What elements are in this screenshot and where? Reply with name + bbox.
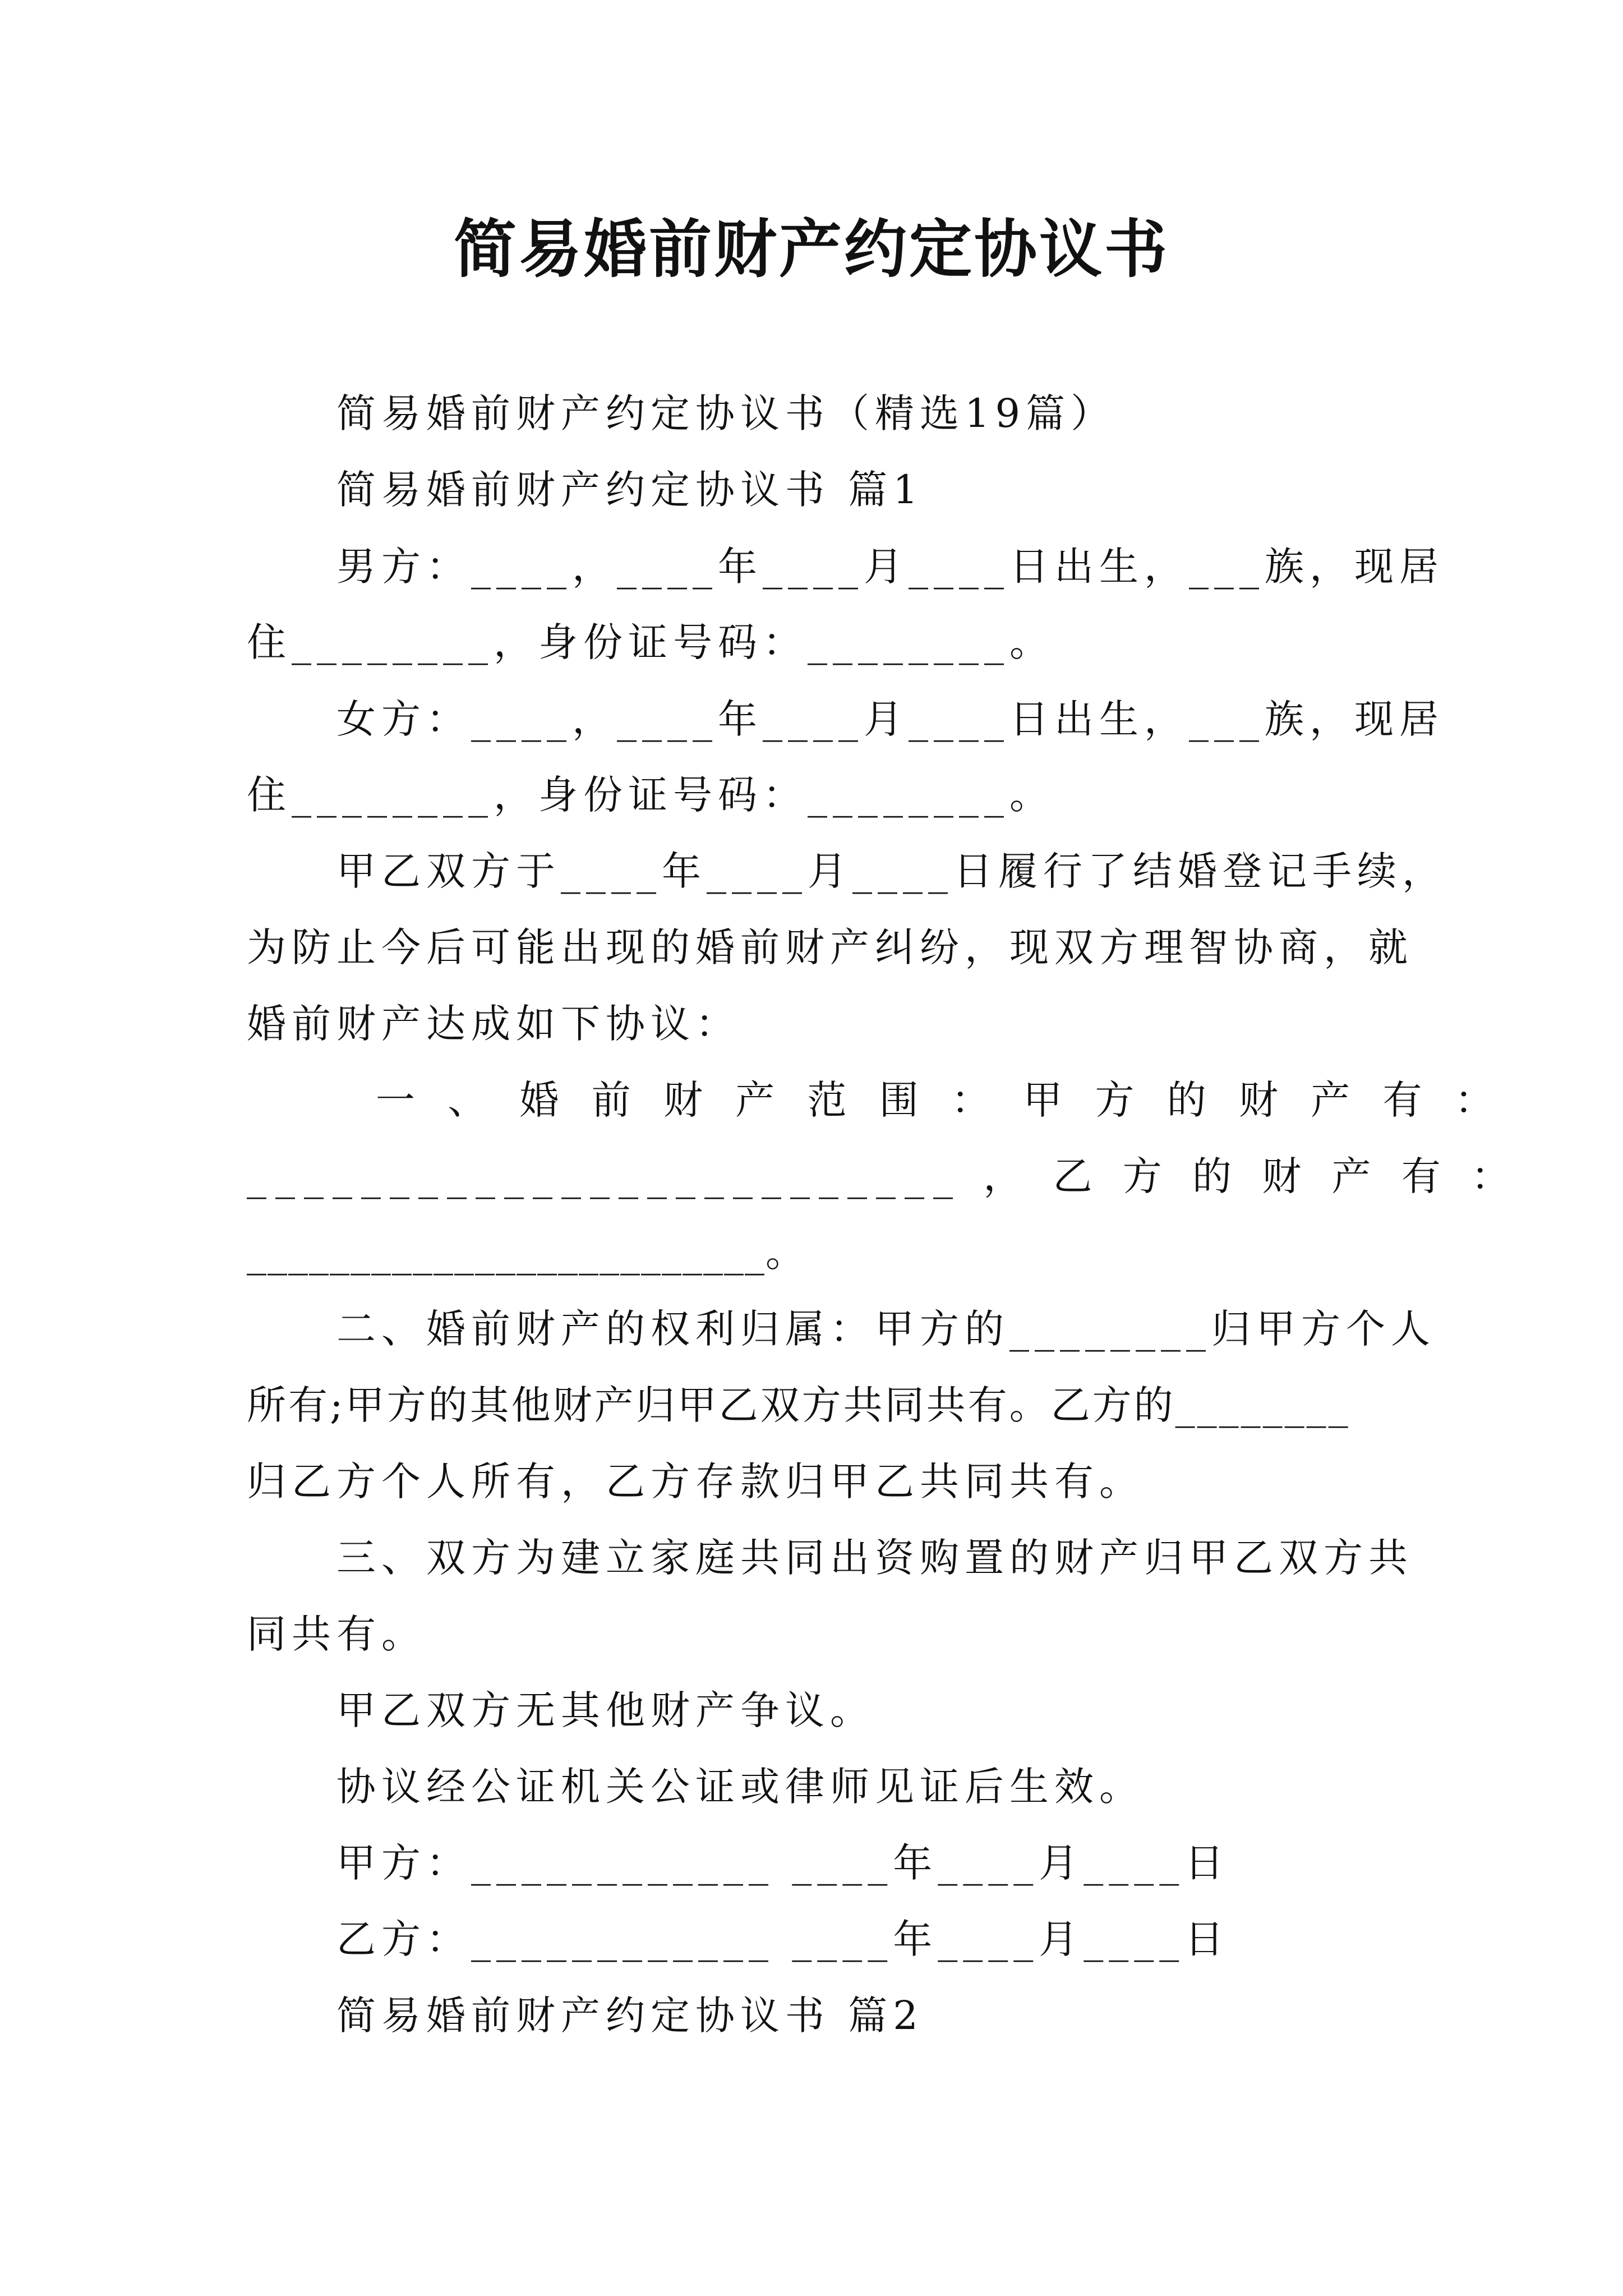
female-party-line-2: 住________，身份证号码：________。 bbox=[247, 772, 1054, 818]
clause-3-line-1: 三、双方为建立家庭共同出资购置的财产归甲乙双方共 bbox=[336, 1535, 1413, 1581]
document-title: 简易婚前财产约定协议书 bbox=[454, 213, 1169, 286]
party-b-signature-line: 乙方：____________ ____年____月____日 bbox=[336, 1916, 1230, 1962]
effective-line: 协议经公证机关公证或律师见证后生效。 bbox=[336, 1764, 1144, 1810]
subtitle-line: 简易婚前财产约定协议书（精选19篇） bbox=[336, 390, 1116, 436]
no-dispute-line: 甲乙双方无其他财产争议。 bbox=[336, 1687, 875, 1733]
section-heading-1: 简易婚前财产约定协议书 篇1 bbox=[336, 467, 924, 513]
preamble-line-3: 婚前财产达成如下协议： bbox=[247, 1001, 740, 1047]
section-heading-2: 简易婚前财产约定协议书 篇2 bbox=[336, 1993, 924, 2039]
clause-2-line-1: 二、婚前财产的权利归属：甲方的________归甲方个人 bbox=[336, 1306, 1436, 1352]
party-a-signature-line: 甲方：____________ ____年____月____日 bbox=[336, 1840, 1230, 1886]
female-party-line-1: 女方：____，____年____月____日出生，___族，现居 bbox=[336, 696, 1444, 742]
male-party-line-2: 住________，身份证号码：________。 bbox=[247, 619, 1054, 665]
clause-1-line-3: _________________________。 bbox=[247, 1230, 806, 1276]
preamble-line-1: 甲乙双方于____年____月____日履行了结婚登记手续， bbox=[336, 848, 1447, 894]
clause-3-line-2: 同共有。 bbox=[247, 1611, 426, 1657]
clause-1-line-2: _________________________ ， 乙 方 的 财 产 有 ： bbox=[247, 1153, 1520, 1199]
clause-2-line-3: 归乙方个人所有，乙方存款归甲乙共同共有。 bbox=[247, 1458, 1144, 1504]
preamble-line-2: 为防止今后可能出现的婚前财产纠纷，现双方理智协商，就 bbox=[247, 924, 1413, 970]
clause-1-line-1: 一 、 婚 前 财 产 范 围 ： 甲 方 的 财 产 有 ： bbox=[376, 1077, 1504, 1123]
clause-2-line-2: 所有;甲方的其他财产归甲乙双方共同共有。乙方的________ bbox=[247, 1382, 1350, 1428]
male-party-line-1: 男方：____，____年____月____日出生，___族，现居 bbox=[336, 544, 1444, 590]
